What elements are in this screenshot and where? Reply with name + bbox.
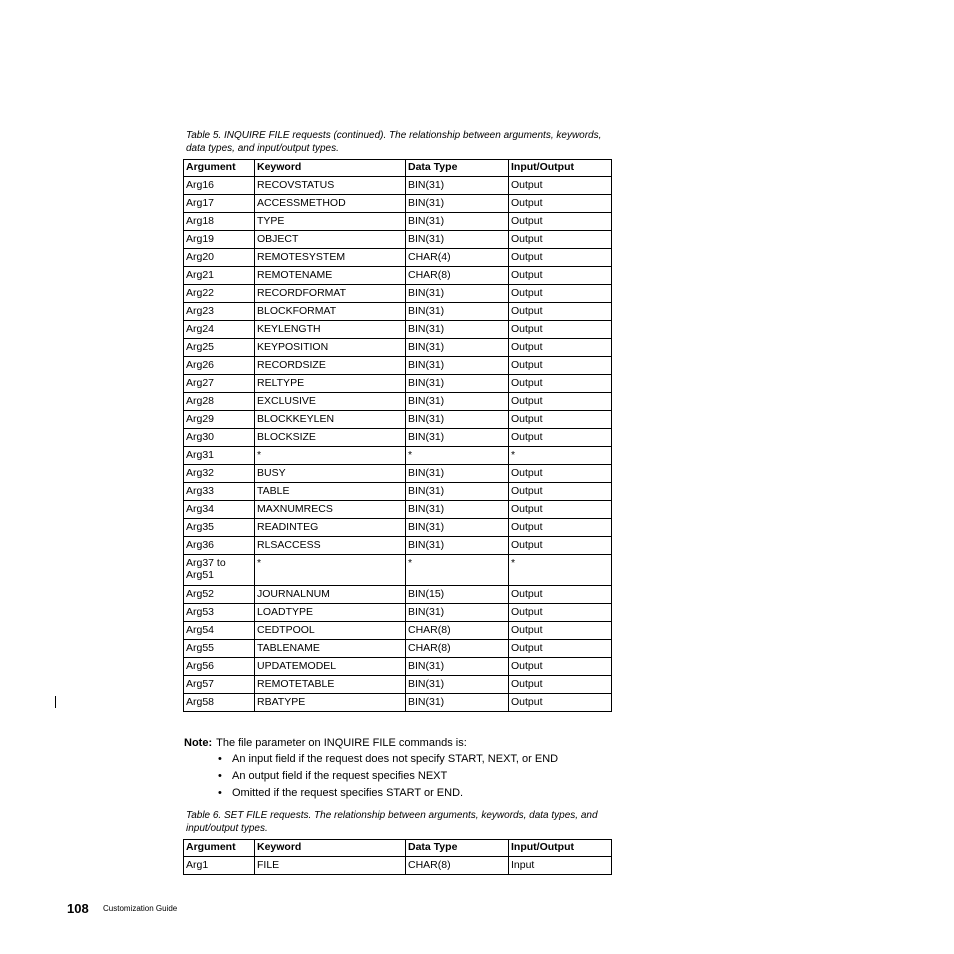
- cell-input-output: Output: [509, 604, 612, 622]
- cell-keyword: CEDTPOOL: [255, 622, 406, 640]
- table6-caption: Table 6. SET FILE requests. The relationship between arguments, keywords, data types, and input/output types.: [186, 810, 598, 834]
- cell-input-output: Output: [509, 429, 612, 447]
- cell-input-output: Output: [509, 393, 612, 411]
- cell-argument: Arg57: [184, 676, 255, 694]
- table-row: [184, 213, 612, 231]
- cell-argument: Arg55: [184, 640, 255, 658]
- cell-keyword: KEYPOSITION: [255, 339, 406, 357]
- table-row: [184, 411, 612, 429]
- table-header-row: [184, 840, 612, 857]
- table5-caption: Table 5. INQUIRE FILE requests (continued). The relationship between arguments, keywords, data types, and input/output types.: [186, 130, 602, 154]
- table-row: [184, 177, 612, 195]
- cell-data-type: BIN(31): [406, 339, 509, 357]
- cell-data-type: *: [406, 447, 509, 465]
- cell-input-output: Output: [509, 501, 612, 519]
- list-item: [218, 753, 558, 770]
- cell-input-output: Output: [509, 519, 612, 537]
- cell-keyword: RECORDFORMAT: [255, 285, 406, 303]
- cell-argument: Arg34: [184, 501, 255, 519]
- cell-keyword: BLOCKKEYLEN: [255, 411, 406, 429]
- cell-input-output: Output: [509, 375, 612, 393]
- cell-keyword: REMOTETABLE: [255, 676, 406, 694]
- table-row: [184, 640, 612, 658]
- table-row: [184, 447, 612, 465]
- header-argument: Argument: [184, 160, 255, 177]
- cell-data-type: BIN(31): [406, 465, 509, 483]
- cell-keyword: BLOCKFORMAT: [255, 303, 406, 321]
- table-row: [184, 676, 612, 694]
- cell-keyword: RLSACCESS: [255, 537, 406, 555]
- cell-data-type: BIN(31): [406, 303, 509, 321]
- cell-argument: Arg17: [184, 195, 255, 213]
- bullet-icon: •: [218, 787, 222, 799]
- cell-keyword: BUSY: [255, 465, 406, 483]
- cell-argument: Arg28: [184, 393, 255, 411]
- table-row: [184, 267, 612, 285]
- list-item: [218, 770, 558, 787]
- cell-argument: Arg29: [184, 411, 255, 429]
- cell-keyword: READINTEG: [255, 519, 406, 537]
- cell-input-output: Output: [509, 676, 612, 694]
- cell-argument: Arg35: [184, 519, 255, 537]
- cell-input-output: Output: [509, 658, 612, 676]
- cell-input-output: Output: [509, 213, 612, 231]
- cell-input-output: Output: [509, 357, 612, 375]
- cell-input-output: *: [509, 447, 612, 465]
- cell-data-type: BIN(31): [406, 357, 509, 375]
- cell-argument: Arg16: [184, 177, 255, 195]
- cell-keyword: OBJECT: [255, 231, 406, 249]
- header-argument: Argument: [184, 840, 255, 857]
- table-row: [184, 622, 612, 640]
- note-text: The file parameter on INQUIRE FILE commands is:: [216, 737, 467, 749]
- cell-keyword: MAXNUMRECS: [255, 501, 406, 519]
- cell-argument: Arg52: [184, 586, 255, 604]
- table5-inquire-file-requests: [183, 159, 612, 712]
- cell-data-type: BIN(31): [406, 694, 509, 712]
- header-keyword: Keyword: [255, 160, 406, 177]
- cell-data-type: BIN(31): [406, 213, 509, 231]
- cell-keyword: REMOTENAME: [255, 267, 406, 285]
- header-data-type: Data Type: [406, 160, 509, 177]
- cell-data-type: BIN(31): [406, 375, 509, 393]
- page-number: 108: [67, 901, 89, 916]
- cell-input-output: Output: [509, 411, 612, 429]
- list-item-text: Omitted if the request specifies START or END.: [232, 787, 464, 799]
- bullet-icon: •: [218, 753, 222, 765]
- cell-argument: Arg37 to Arg51: [184, 555, 255, 586]
- cell-keyword: KEYLENGTH: [255, 321, 406, 339]
- cell-argument: Arg20: [184, 249, 255, 267]
- table-row: [184, 483, 612, 501]
- cell-input-output: Output: [509, 622, 612, 640]
- cell-keyword: RELTYPE: [255, 375, 406, 393]
- list-item-text: An output field if the request specifies NEXT: [232, 770, 448, 782]
- cell-input-output: *: [509, 555, 612, 586]
- cell-data-type: BIN(31): [406, 483, 509, 501]
- table-row: [184, 857, 612, 875]
- header-input-output: Input/Output: [509, 160, 612, 177]
- table-row: [184, 465, 612, 483]
- list-item-text: An input field if the request does not specify START, NEXT, or END: [232, 753, 559, 765]
- cell-argument: Arg27: [184, 375, 255, 393]
- cell-data-type: BIN(31): [406, 501, 509, 519]
- cell-data-type: BIN(31): [406, 231, 509, 249]
- cell-data-type: BIN(31): [406, 285, 509, 303]
- table-row: [184, 195, 612, 213]
- table-row: [184, 519, 612, 537]
- table-row: [184, 357, 612, 375]
- table-row: [184, 694, 612, 712]
- cell-input-output: Output: [509, 321, 612, 339]
- cell-keyword: EXCLUSIVE: [255, 393, 406, 411]
- note-block: [184, 737, 467, 750]
- cell-keyword: RECORDSIZE: [255, 357, 406, 375]
- cell-argument: Arg53: [184, 604, 255, 622]
- cell-input-output: Output: [509, 537, 612, 555]
- cell-argument: Arg31: [184, 447, 255, 465]
- cell-argument: Arg30: [184, 429, 255, 447]
- cell-keyword: *: [255, 447, 406, 465]
- cell-data-type: CHAR(8): [406, 622, 509, 640]
- cell-data-type: CHAR(8): [406, 640, 509, 658]
- table-row: [184, 339, 612, 357]
- cell-argument: Arg23: [184, 303, 255, 321]
- cell-input-output: Output: [509, 303, 612, 321]
- table-row: [184, 537, 612, 555]
- cell-data-type: BIN(31): [406, 177, 509, 195]
- cell-keyword: REMOTESYSTEM: [255, 249, 406, 267]
- cell-argument: Arg32: [184, 465, 255, 483]
- table-row: [184, 321, 612, 339]
- cell-keyword: RBATYPE: [255, 694, 406, 712]
- revision-change-bar: [55, 696, 56, 708]
- header-data-type: Data Type: [406, 840, 509, 857]
- note-label: Note:: [184, 737, 213, 749]
- bullet-icon: •: [218, 770, 222, 782]
- cell-data-type: BIN(31): [406, 393, 509, 411]
- cell-input-output: Output: [509, 285, 612, 303]
- cell-argument: Arg24: [184, 321, 255, 339]
- cell-input-output: Output: [509, 249, 612, 267]
- cell-argument: Arg33: [184, 483, 255, 501]
- cell-keyword: TABLENAME: [255, 640, 406, 658]
- cell-data-type: BIN(15): [406, 586, 509, 604]
- table-row: [184, 285, 612, 303]
- cell-argument: Arg26: [184, 357, 255, 375]
- cell-input-output: Output: [509, 195, 612, 213]
- cell-input-output: Output: [509, 640, 612, 658]
- cell-input-output: Output: [509, 483, 612, 501]
- cell-data-type: BIN(31): [406, 537, 509, 555]
- table-row: [184, 429, 612, 447]
- cell-data-type: BIN(31): [406, 604, 509, 622]
- cell-input-output: Output: [509, 177, 612, 195]
- cell-input-output: Output: [509, 231, 612, 249]
- table-row: [184, 501, 612, 519]
- table-row: [184, 658, 612, 676]
- cell-input-output: Output: [509, 465, 612, 483]
- note-bullet-list: [218, 753, 558, 804]
- cell-keyword: TABLE: [255, 483, 406, 501]
- cell-data-type: BIN(31): [406, 658, 509, 676]
- cell-input-output: Output: [509, 694, 612, 712]
- list-item: [218, 787, 558, 804]
- cell-input-output: Input: [509, 857, 612, 875]
- table-row: [184, 586, 612, 604]
- cell-argument: Arg1: [184, 857, 255, 875]
- table-header-row: [184, 160, 612, 177]
- cell-argument: Arg21: [184, 267, 255, 285]
- header-input-output: Input/Output: [509, 840, 612, 857]
- cell-argument: Arg54: [184, 622, 255, 640]
- cell-keyword: UPDATEMODEL: [255, 658, 406, 676]
- table-row: [184, 231, 612, 249]
- cell-data-type: BIN(31): [406, 429, 509, 447]
- table-row: [184, 393, 612, 411]
- cell-keyword: ACCESSMETHOD: [255, 195, 406, 213]
- cell-data-type: CHAR(8): [406, 267, 509, 285]
- cell-argument: Arg25: [184, 339, 255, 357]
- header-keyword: Keyword: [255, 840, 406, 857]
- table-row: [184, 249, 612, 267]
- table6-set-file-requests: [183, 839, 612, 875]
- cell-keyword: TYPE: [255, 213, 406, 231]
- cell-data-type: BIN(31): [406, 321, 509, 339]
- cell-argument: Arg18: [184, 213, 255, 231]
- cell-keyword: JOURNALNUM: [255, 586, 406, 604]
- cell-data-type: BIN(31): [406, 411, 509, 429]
- cell-keyword: BLOCKSIZE: [255, 429, 406, 447]
- cell-argument: Arg19: [184, 231, 255, 249]
- cell-keyword: LOADTYPE: [255, 604, 406, 622]
- cell-input-output: Output: [509, 339, 612, 357]
- cell-argument: Arg58: [184, 694, 255, 712]
- cell-keyword: RECOVSTATUS: [255, 177, 406, 195]
- table-row: [184, 604, 612, 622]
- cell-argument: Arg56: [184, 658, 255, 676]
- table-row: [184, 303, 612, 321]
- cell-keyword: *: [255, 555, 406, 586]
- cell-data-type: BIN(31): [406, 195, 509, 213]
- table-row: [184, 555, 612, 586]
- cell-data-type: BIN(31): [406, 676, 509, 694]
- cell-data-type: BIN(31): [406, 519, 509, 537]
- cell-keyword: FILE: [255, 857, 406, 875]
- footer-book-title: Customization Guide: [103, 904, 178, 913]
- table-row: [184, 375, 612, 393]
- cell-data-type: *: [406, 555, 509, 586]
- cell-data-type: CHAR(8): [406, 857, 509, 875]
- cell-argument: Arg22: [184, 285, 255, 303]
- cell-argument: Arg36: [184, 537, 255, 555]
- cell-input-output: Output: [509, 586, 612, 604]
- cell-data-type: CHAR(4): [406, 249, 509, 267]
- cell-input-output: Output: [509, 267, 612, 285]
